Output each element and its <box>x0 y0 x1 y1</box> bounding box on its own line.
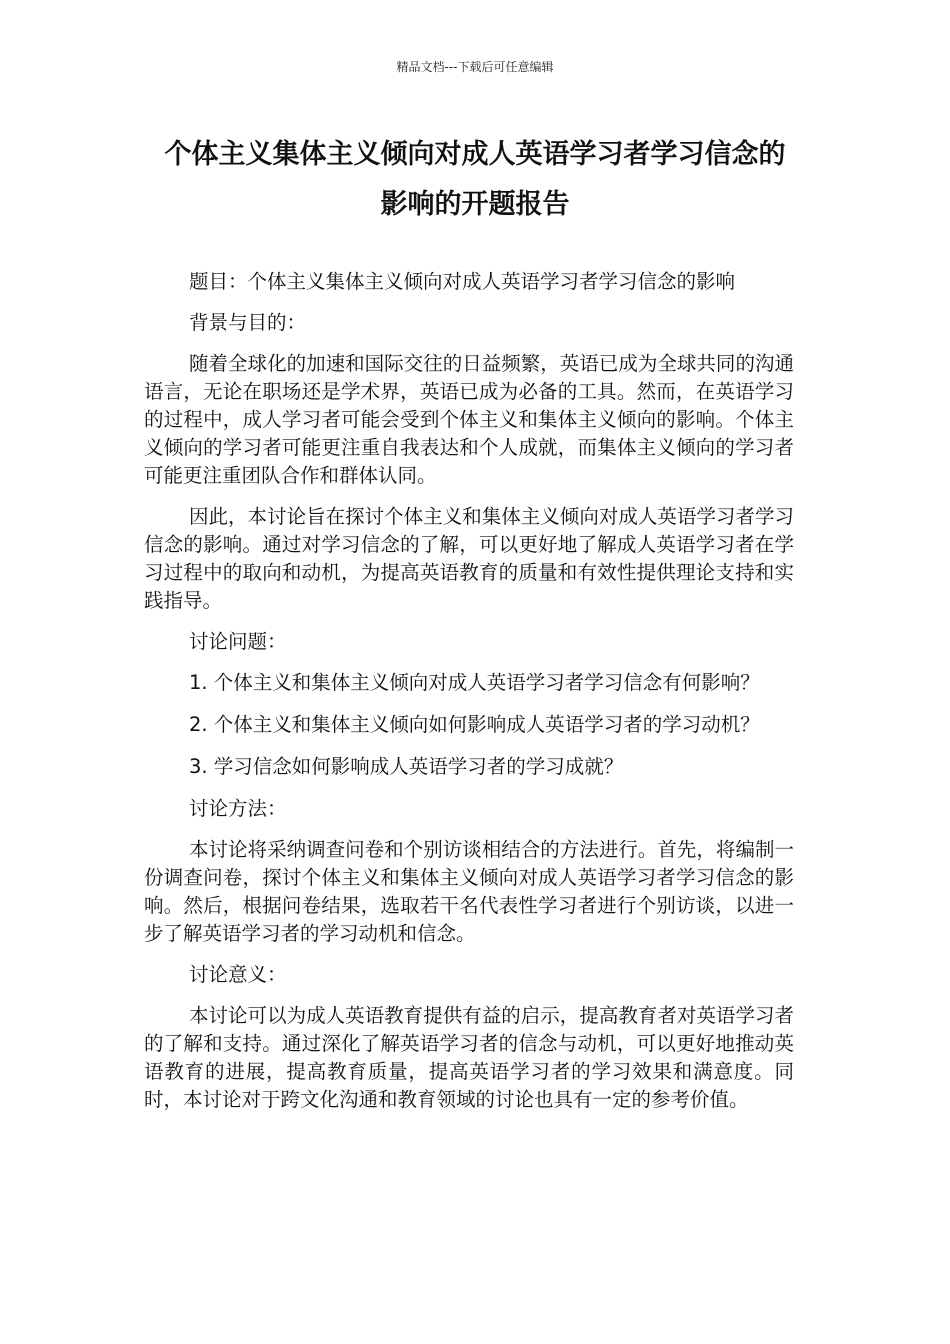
section-heading-significance: 讨论意义： <box>189 963 287 986</box>
topic-line: 题目：个体主义集体主义倾向对成人英语学习者学习信念的影响 <box>189 270 736 293</box>
question-item-1: 1. 个体主义和集体主义倾向对成人英语学习者学习信念有何影响？ <box>189 671 760 694</box>
methods-paragraph: 本讨论将采纳调查问卷和个别访谈相结合的方法进行。首先，将编制一份调查问卷，探讨个体主义和集体主义倾向对成人英语学习者学习信念的影响。然后，根据问卷结果，选取若干名代表性学习者进行个别访谈，以进一步了解英语学习者的学习动机和信念。 <box>144 838 794 945</box>
background-paragraph-1: 随着全球化的加速和国际交往的日益频繁，英语已成为全球共同的沟通语言，无论在职场还是学术界，英语已成为必备的工具。然而，在英语学习的过程中，成人学习者可能会受到个体主义和集体主义倾向的影响。个体主义倾向的学习者可能更注重自我表达和个人成就，而集体主义倾向的学习者可能更注重团队合作和群体认同。 <box>144 352 794 487</box>
title-line-2: 影响的开题报告 <box>380 189 570 220</box>
section-heading-background: 背景与目的： <box>189 311 307 334</box>
title-line-1: 个体主义集体主义倾向对成人英语学习者学习信念的 <box>164 139 786 170</box>
section-heading-questions: 讨论问题： <box>189 630 287 653</box>
page-header: 精品文档---下载后可任意编辑 <box>396 60 554 74</box>
section-heading-methods: 讨论方法： <box>189 797 287 820</box>
document-title <box>140 130 810 230</box>
question-item-3: 3. 学习信念如何影响成人英语学习者的学习成就？ <box>189 755 624 778</box>
document-body <box>144 268 794 1127</box>
question-item-2: 2. 个体主义和集体主义倾向如何影响成人英语学习者的学习动机？ <box>189 713 760 736</box>
significance-paragraph: 本讨论可以为成人英语教育提供有益的启示，提高教育者对英语学习者的了解和支持。通过深化了解英语学习者的信念与动机，可以更好地推动英语教育的进展，提高教育质量，提高英语学习者的学习效果和满意度。同时，本讨论对于跨文化沟通和教育领域的讨论也具有一定的参考价值。 <box>144 1004 794 1111</box>
background-paragraph-2: 因此，本讨论旨在探讨个体主义和集体主义倾向对成人英语学习者学习信念的影响。通过对学习信念的了解，可以更好地了解成人英语学习者在学习过程中的取向和动机，为提高英语教育的质量和有效性提供理论支持和实践指导。 <box>144 505 794 612</box>
